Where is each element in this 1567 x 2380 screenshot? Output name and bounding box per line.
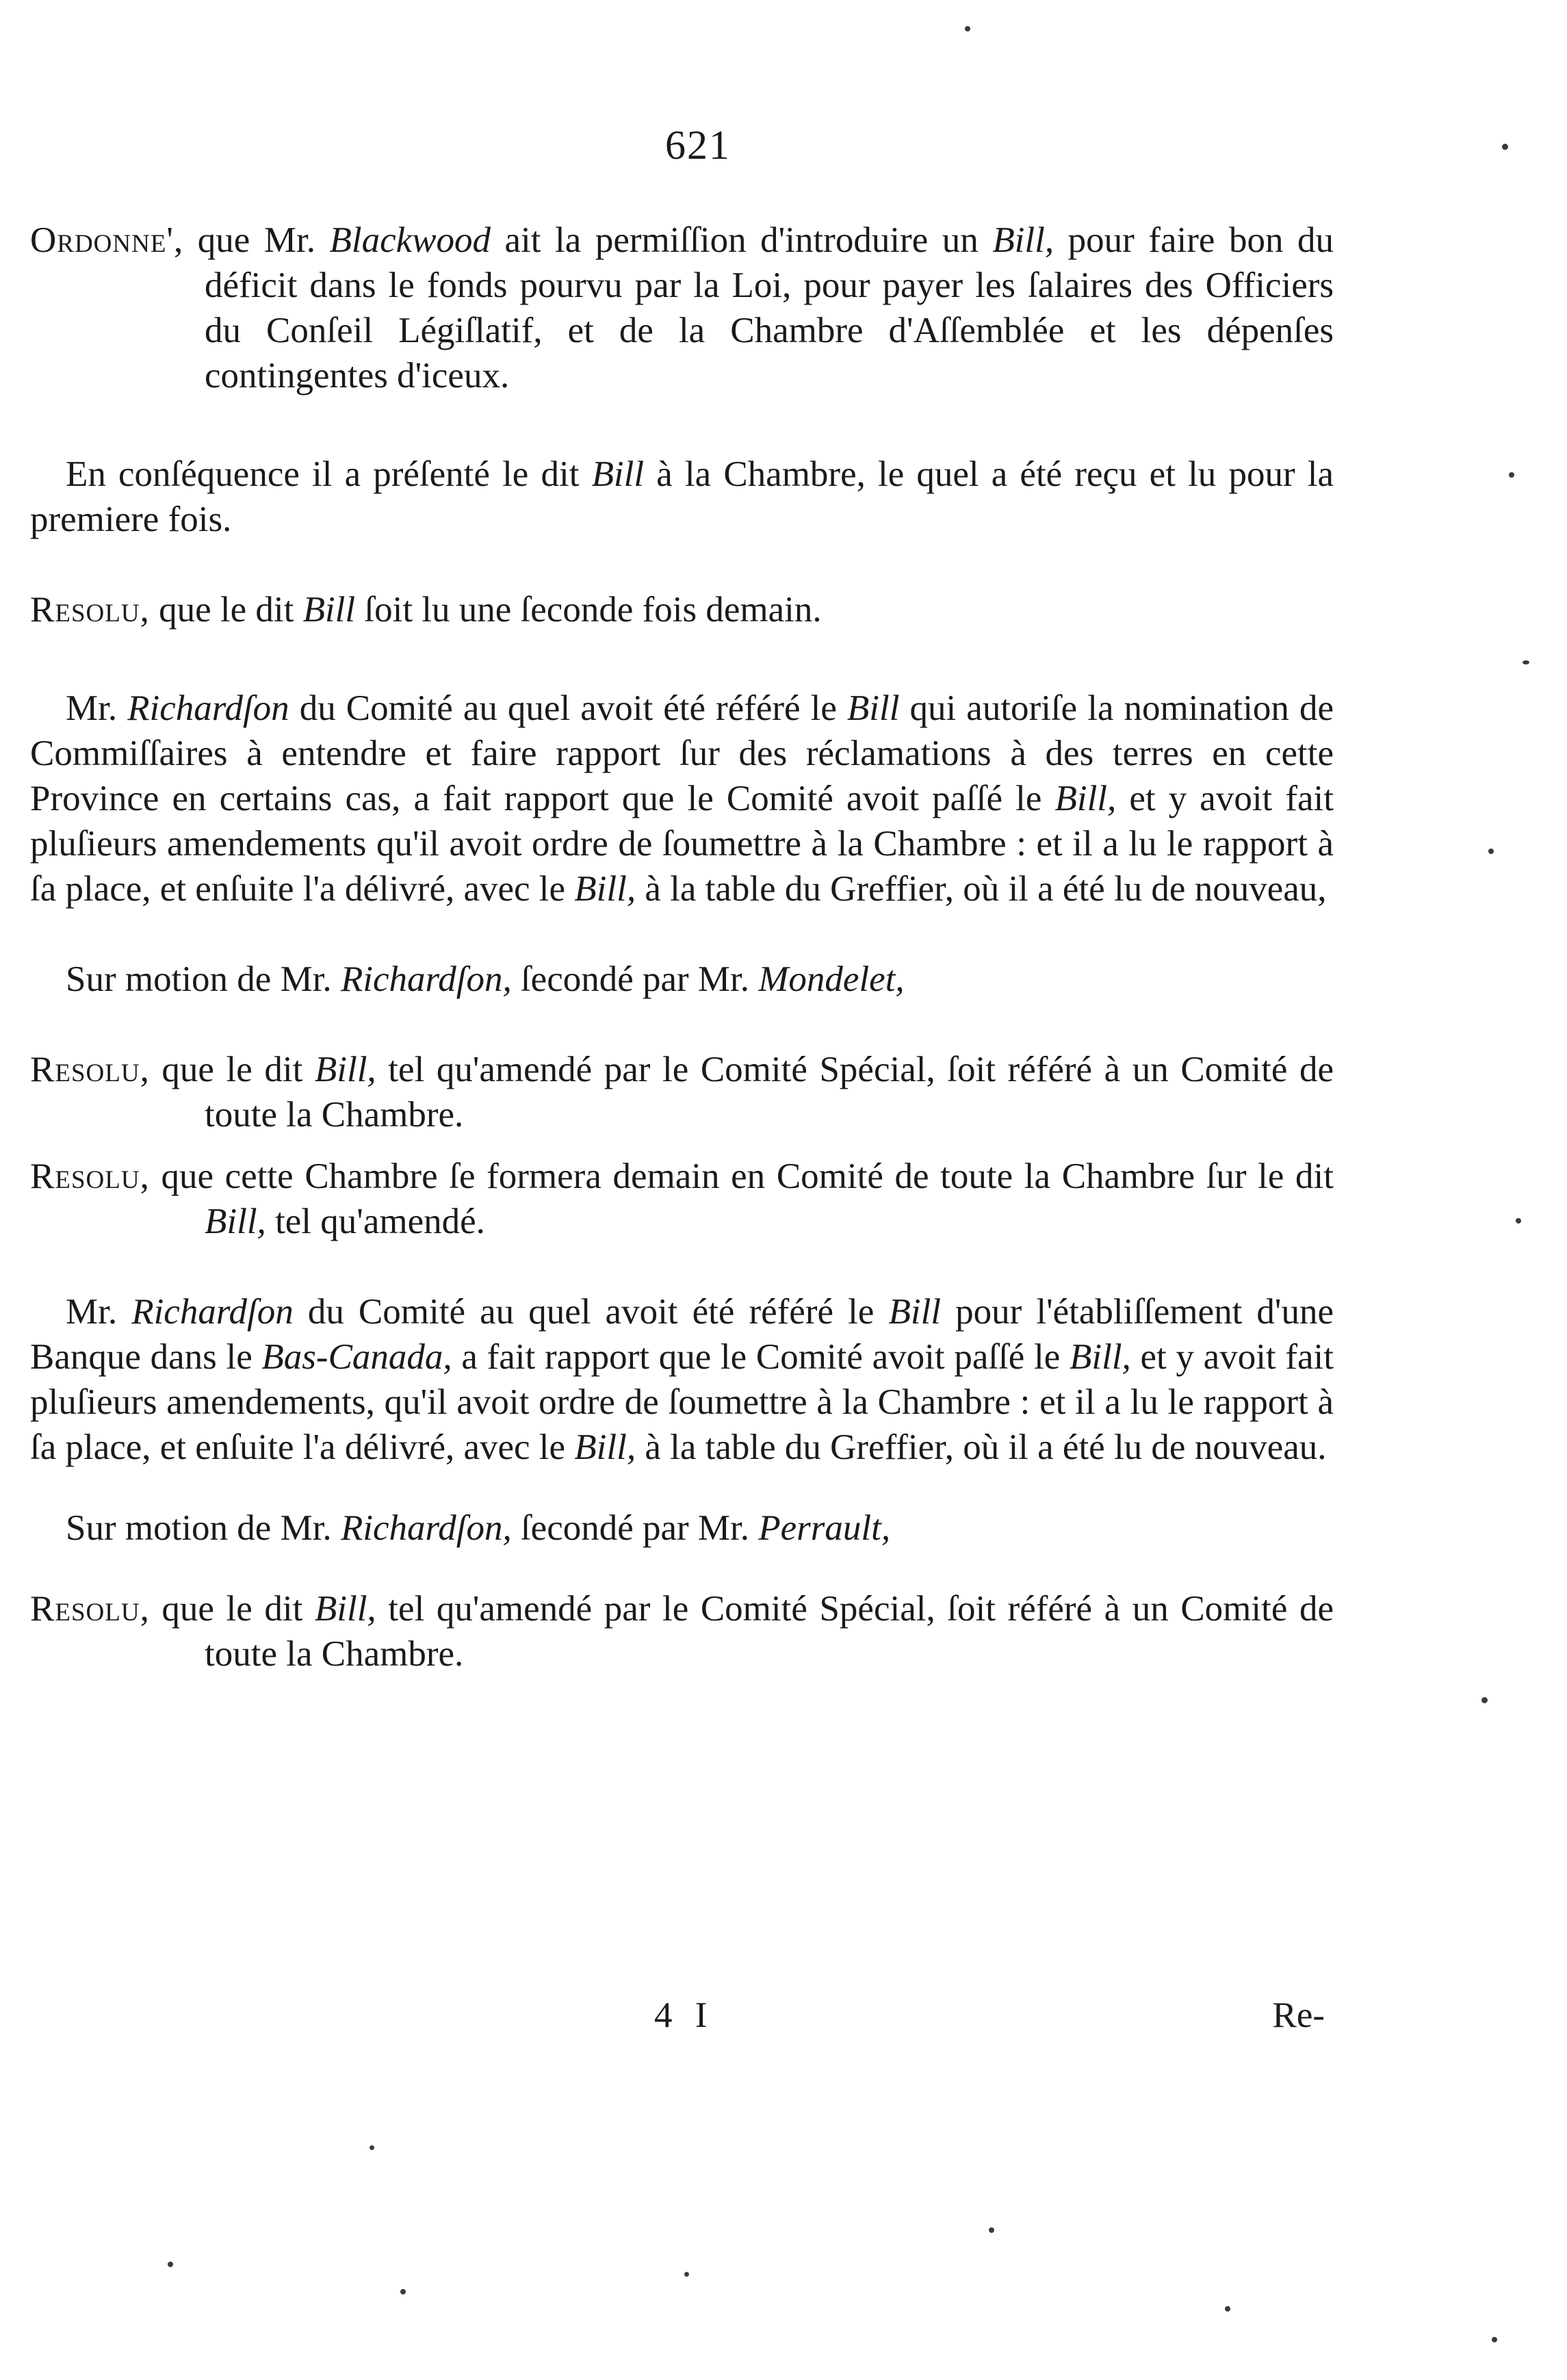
print-speck <box>370 2145 374 2150</box>
motion-richardson-mondelet <box>30 957 1334 1002</box>
committee-report-bank <box>30 1289 1334 1470</box>
text-run: ſoit lu une ſeconde fois demain. <box>355 590 822 630</box>
text-run: pour l'établiſſement d'une Banque dans le <box>30 1292 1334 1377</box>
page-footer <box>0 1995 1396 2043</box>
italic-name: Bill <box>888 1292 942 1332</box>
print-speck <box>1523 660 1529 664</box>
print-speck <box>400 2289 406 2294</box>
text-run: ſecondé par Mr. <box>511 959 759 999</box>
text-run: ſecondé par Mr. <box>511 1508 759 1548</box>
resolution-lead-word: Ordonne', <box>30 220 184 260</box>
print-speck <box>1488 849 1494 854</box>
committee-report-commissioners <box>30 686 1334 911</box>
bill-presented <box>30 452 1334 542</box>
text-run: que le dit <box>149 1050 315 1089</box>
catchword: Re- <box>1272 1995 1325 2035</box>
text-run: à la table du Greffier, où il a été lu de nouveau, <box>636 869 1327 909</box>
italic-name: Bill, <box>1070 1337 1131 1377</box>
resolution-refer-committee-1 <box>30 1047 1334 1137</box>
text-run: et y avoit fait pluſieurs amendements qu'il avoit ordre de ſoumettre à la Chambre : et il a lu le rapport à ſa place, et enſuite l'a délivré, avec le <box>30 779 1334 909</box>
text-run: tel qu'amendé par le Comité Spécial, ſoit référé à un Comité de toute la Chambre. <box>205 1050 1334 1135</box>
text-run: Mr. <box>66 688 128 728</box>
italic-name: Bill, <box>574 869 636 909</box>
text-run: Mr. <box>66 1292 132 1332</box>
italic-name: Bill, <box>205 1202 266 1241</box>
text-run: à la table du Greffier, où il a été lu de nouveau. <box>636 1427 1327 1467</box>
print-speck <box>1516 1218 1521 1224</box>
italic-name: Bas-Canada, <box>261 1337 452 1377</box>
italic-name: Richardſon <box>127 688 289 728</box>
italic-name: Bill <box>846 688 900 728</box>
print-speck <box>1509 472 1514 478</box>
italic-name: Mondelet, <box>758 959 905 999</box>
italic-name: Bill, <box>1054 779 1117 818</box>
italic-name: Bill, <box>314 1589 376 1629</box>
italic-name: Perrault, <box>758 1508 891 1548</box>
print-speck <box>1502 144 1508 150</box>
italic-name: Blackwood <box>329 220 491 260</box>
print-speck <box>1492 2337 1497 2342</box>
text-run: que le dit <box>149 1589 315 1629</box>
text-run: et y avoit fait pluſieurs amendements, qu'il avoit ordre de ſoumettre à la Chambre : et il a lu le rapport à ſa place, et enſuite l'a délivré, avec le <box>30 1337 1334 1467</box>
print-speck <box>1225 2306 1230 2312</box>
text-run: a fait rapport que le Comité avoit paſſé le <box>452 1337 1070 1377</box>
resolution-second-reading <box>30 587 1334 632</box>
resolution-lead-word: Resolu, <box>30 590 150 630</box>
print-speck <box>1481 1697 1488 1703</box>
resolution-lead-word: Resolu, <box>30 1156 150 1196</box>
text-run: qui autoriſe la nomination de Commiſſaires à entendre et faire rapport ſur des réclamations à des terres en cette Province en certains cas, a fait rapport que le Comité avoit paſſé le <box>30 688 1334 818</box>
journal-text <box>30 218 1334 1677</box>
italic-name: Richardſon <box>131 1292 294 1332</box>
text-run: que Mr. <box>183 220 330 260</box>
order-leave-bill <box>30 218 1334 398</box>
italic-name: Richardſon, <box>340 959 512 999</box>
italic-name: Bill <box>591 454 645 494</box>
text-run: que cette Chambre ſe formera demain en Comité de toute la Chambre ſur le dit <box>149 1156 1334 1196</box>
italic-name: Bill <box>302 590 356 630</box>
resolution-lead-word: Resolu, <box>30 1050 150 1089</box>
text-run: à la Chambre, le quel a été reçu et lu pour la premiere fois. <box>30 454 1334 539</box>
text-run: ait la permiſſion d'introduire un <box>491 220 993 260</box>
motion-richardson-perrault <box>30 1505 1334 1551</box>
print-speck <box>989 2227 994 2233</box>
text-run: tel qu'amendé. <box>266 1202 485 1241</box>
resolution-committee-tomorrow <box>30 1154 1334 1244</box>
print-speck <box>965 26 970 31</box>
text-run: Sur motion de Mr. <box>66 959 341 999</box>
print-speck <box>168 2262 173 2267</box>
italic-name: Richardſon, <box>340 1508 512 1548</box>
italic-name: Bill, <box>314 1050 376 1089</box>
text-run: Sur motion de Mr. <box>66 1508 341 1548</box>
text-run: pour faire bon du déficit dans le fonds pourvu par la Loi, pour payer les ſalaires des Officiers du Conſeil Légiſlatif, et de la Chambre d'Aſſemblée et les dépenſes contingentes d'iceux. <box>205 220 1334 396</box>
text-run: tel qu'amendé par le Comité Spécial, ſoit référé à un Comité de toute la Chambre. <box>205 1589 1334 1674</box>
text-run: En conſéquence il a préſenté le dit <box>66 454 592 494</box>
print-speck <box>684 2272 689 2277</box>
resolution-refer-committee-2 <box>30 1586 1334 1677</box>
printer-signature-mark: 4 I <box>654 1995 714 2035</box>
italic-name: Bill, <box>992 220 1054 260</box>
text-run: que le dit <box>149 590 303 630</box>
text-run: du Comité au quel avoit été référé le <box>293 1292 889 1332</box>
resolution-lead-word: Resolu, <box>30 1589 150 1629</box>
text-run: du Comité au quel avoit été référé le <box>289 688 847 728</box>
italic-name: Bill, <box>574 1427 636 1467</box>
page-number: 621 <box>665 122 731 168</box>
